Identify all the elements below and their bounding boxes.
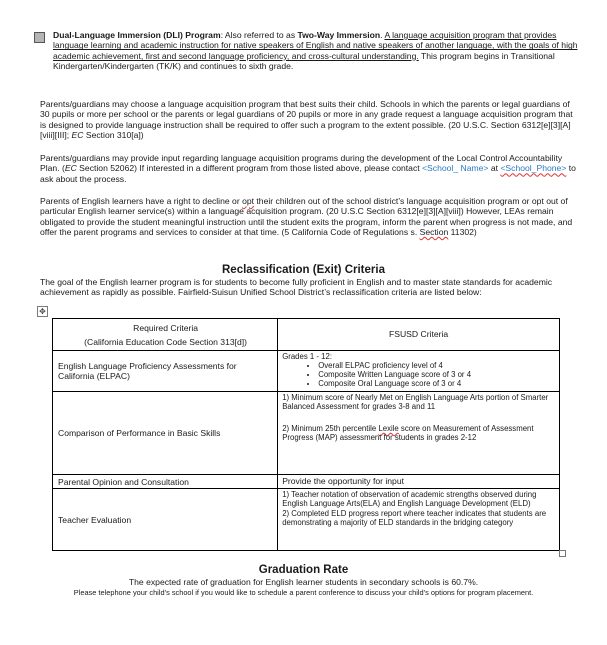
- program-choice-paragraph: [40, 99, 576, 141]
- dli-alias: Two-Way Immersion: [297, 30, 381, 40]
- table-row: [53, 351, 560, 392]
- ec-ref: EC: [64, 163, 77, 174]
- item2-text-a: 2) Minimum 25th percentile: [282, 424, 379, 433]
- list-item: • Composite Oral Language score of 3 or 4: [318, 379, 555, 388]
- reclassification-table: [52, 318, 560, 551]
- header-col1-line1: Required Criteria: [133, 322, 199, 333]
- basic-skills-item-2: [282, 424, 555, 442]
- reclassification-intro: The goal of the English learner program is for students to become fully proficient in English and to master state standards for academic achievement as rapidly as possible. Fairfield-Suisun Unified School District’s reclassification criteria are listed below:: [40, 277, 553, 298]
- table-row: [53, 489, 560, 551]
- fsusd-cell: [278, 489, 560, 551]
- resize-handle-icon[interactable]: [559, 550, 566, 557]
- section-word: Section: [419, 227, 449, 238]
- list-item: • Overall ELPAC proficiency level of 4: [318, 361, 555, 370]
- graduation-rate-text: The expected rate of graduation for English learner students in secondary schools is 60.7%.: [128, 577, 479, 587]
- parent-conference-note: Please telephone your child’s school if you would like to schedule a parent conference to discuss your child’s options for program placement.: [73, 588, 534, 597]
- move-anchor-icon[interactable]: ✥: [37, 306, 48, 317]
- lcap-input-paragraph: [40, 153, 576, 184]
- lexile-word: Lexile: [378, 424, 399, 433]
- item2-text-b: score on Measurement of Assessment Progress (MAP) assessment for students in grades 2-12: [282, 424, 534, 442]
- lcap-text-c: at: [488, 163, 501, 174]
- criteria-cell: English Language Proficiency Assessments for California (ELPAC): [53, 351, 278, 392]
- graduation-heading: Graduation Rate: [258, 564, 349, 576]
- lcap-text-b: Section 52062) If interested in a different program from those listed above, please contact: [76, 163, 423, 174]
- opt-out-text-b: their children out of the school district’s language acquisition program or opt out of particular English learner service(s) within a language acquisition program. (20 U.S.C Section 6312[e][3][A][viii]) However, LEAs remain obligated to provide the student meaningful instruction until the student exits the program, inform the parent when progress is not made, and offer the parent programs and services to consider at that time. (5 California Code of Regulations s.: [40, 196, 573, 238]
- fsusd-cell: [278, 351, 560, 392]
- opt-word: opt: [242, 196, 255, 206]
- list-item: • Composite Written Language score of 3 or 4: [318, 370, 555, 379]
- checkbox-icon[interactable]: [34, 32, 45, 43]
- dli-title: Dual-Language Immersion (DLI) Program: [53, 30, 221, 40]
- table-header-row: [53, 319, 560, 351]
- criteria-cell: Parental Opinion and Consultation: [53, 475, 278, 489]
- table-row: [53, 392, 560, 475]
- elpac-bullet-list: [282, 361, 555, 388]
- school-name-field[interactable]: <School_ Name>: [422, 163, 489, 174]
- table-row: [53, 475, 560, 489]
- lcap-text-a: Parents/guardians may provide input regarding language acquisition programs during the development of the Local Control Accountability Plan. (: [40, 153, 563, 174]
- dli-lead: : Also referred to as: [220, 30, 298, 40]
- grades-label: Grades 1 - 12:: [282, 352, 333, 361]
- basic-skills-item-1: 1) Minimum score of Nearly Met on English Language Arts portion of Smarter Balanced Assessment for grades 3-8 and 11: [282, 393, 549, 411]
- dli-program-text: [53, 30, 579, 72]
- reclassification-heading: Reclassification (Exit) Criteria: [222, 264, 385, 276]
- ec-ref: EC: [71, 130, 84, 141]
- dli-dot: .: [380, 30, 385, 40]
- opt-out-text-c: 11302): [448, 227, 477, 238]
- opt-out-text-a: Parents of English learners have a right to decline or: [40, 196, 243, 206]
- header-required-criteria: [53, 319, 278, 351]
- program-choice-text: Parents/guardians may choose a language acquisition program that best suits their child. Schools in which the parents or legal guardians of 30 pupils or more per school or the parents or legal guardians of 20 pupils or more in any grade request a language acquisition program that is designed to provide language instruction shall be required to offer such a program to the extent possible. (20 U.S.C. Section 6312[e][3][A][viii][III];: [40, 99, 573, 141]
- opt-out-paragraph: [40, 196, 576, 238]
- criteria-cell: Teacher Evaluation: [53, 489, 278, 551]
- criteria-cell: Comparison of Performance in Basic Skills: [53, 392, 278, 475]
- header-col1-line2: (California Education Code Section 313[d]): [84, 336, 248, 347]
- teacher-eval-item-2: 2) Completed ELD progress report where teacher indicates that students are demonstrating a majority of ELD standards in the bridging category: [282, 509, 547, 527]
- header-fsusd-criteria: FSUSD Criteria: [278, 319, 560, 351]
- program-choice-citation: Section 310[a]): [83, 130, 144, 141]
- teacher-eval-item-1: 1) Teacher notation of observation of academic strengths observed during English Language Arts(ELA) and English Language Development (ELD): [282, 490, 537, 508]
- dli-rest: This program begins in Transitional Kindergarten/Kindergarten (TK/K) and continues to sixth grade.: [53, 50, 555, 72]
- fsusd-cell: Provide the opportunity for input: [278, 475, 560, 489]
- fsusd-cell: [278, 392, 560, 475]
- dli-definition: A language acquisition program that provides language learning and academic instruction for native speakers of English and native speakers of another language, with the goals of high academic achievement, first and second language proficiency, and cross-cultural understanding.: [53, 30, 578, 61]
- lcap-text-d: to ask about the process.: [40, 163, 576, 184]
- school-phone-field[interactable]: <School_Phone>: [500, 163, 567, 174]
